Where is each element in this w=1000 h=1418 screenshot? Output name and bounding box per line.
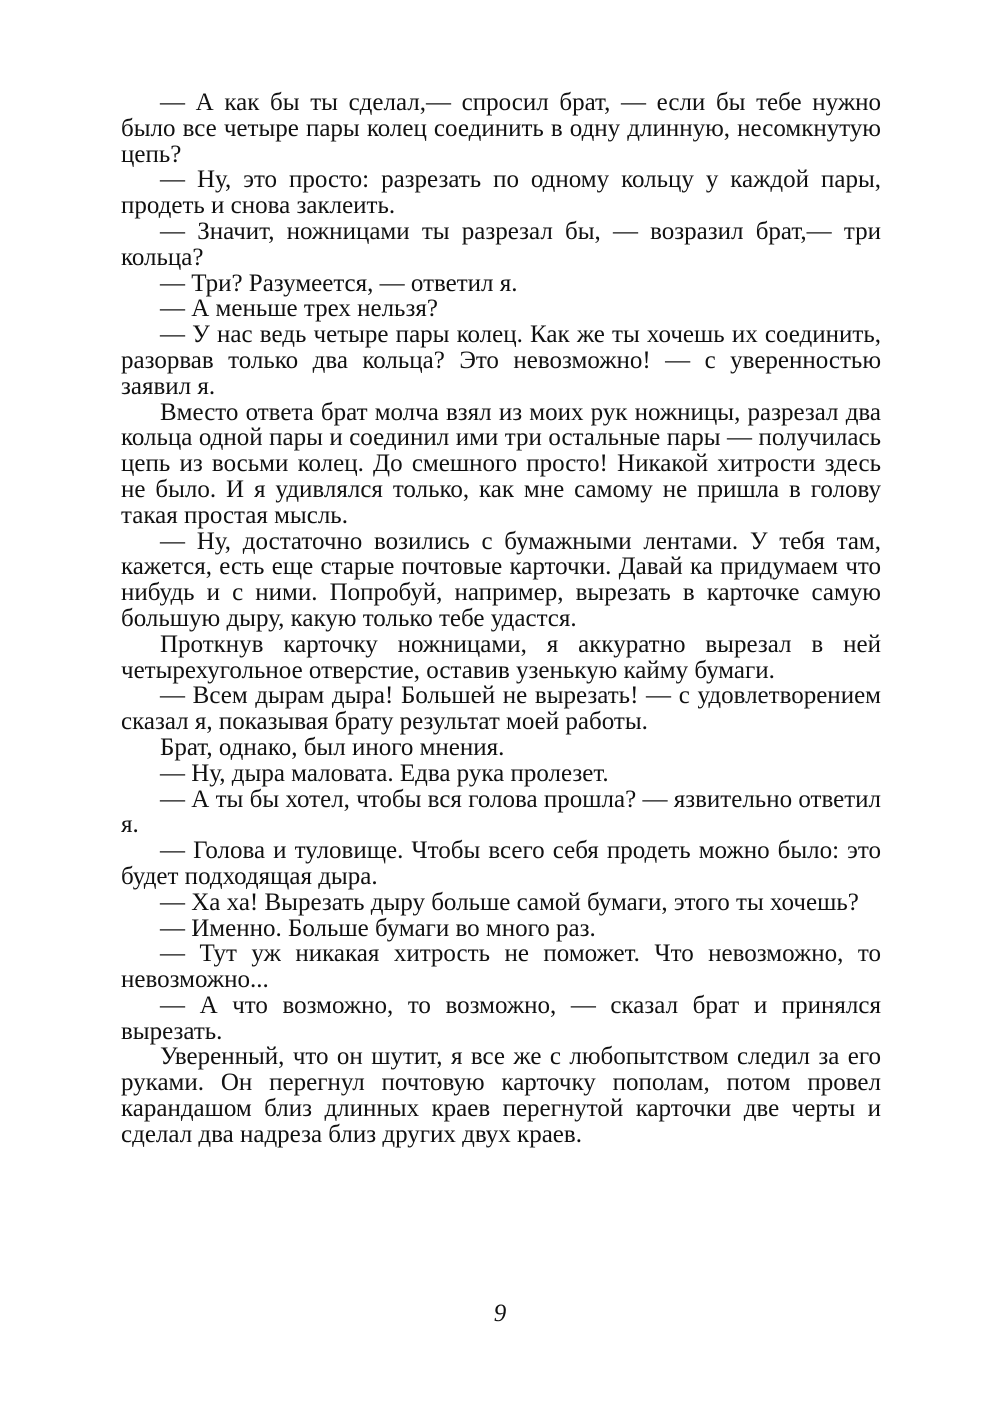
paragraph: — Ну, дыра маловата. Едва рука пролезет. <box>160 759 609 787</box>
body-text <box>121 90 881 1148</box>
paragraph: Проткнув карточку ножницами, я аккуратно вырезал в ней четырехугольное отверстие, оставив узенькую кайму бумаги. <box>121 630 881 684</box>
page-number: 9 <box>493 1300 507 1327</box>
paragraph: — Тут уж никакая хитрость не поможет. Что невозможно, то невозможно... <box>121 940 881 994</box>
paragraph: — А как бы ты сделал,— спросил брат, — если бы тебе нужно было все четыре пары колец соединить в одну длинную, несомкнутую цепь? <box>121 89 881 168</box>
paragraph: — Именно. Больше бумаги во много раз. <box>160 914 596 942</box>
paragraph: — У нас ведь четыре пары колец. Как же ты хочешь их соединить, разорвав только два кольца? Это невозможно! — с уверенностью заявил я. <box>121 321 881 400</box>
paragraph: Брат, однако, был иного мнения. <box>160 733 505 761</box>
paragraph: — Ну, достаточно возились с бумажными лентами. У тебя там, кажется, есть еще старые почтовые карточки. Давай ка придумаем что нибудь и с ними. Попробуй, например, вырезать в карточке самую большую дыру, какую только тебе удастся. <box>121 527 881 632</box>
paragraph: — Ха ха! Вырезать дыру больше самой бумаги, этого ты хочешь? <box>160 888 859 916</box>
paragraph: — А что возможно, то возможно, — сказал брат и принялся вырезать. <box>121 991 881 1045</box>
paragraph: — А меньше трех нельзя? <box>160 295 438 323</box>
paragraph: — Всем дырам дыра! Большей не вырезать! — с удовлетворением сказал я, показывая брату результат моей работы. <box>121 682 881 736</box>
paragraph: — Три? Разумеется, — ответил я. <box>160 269 518 297</box>
paragraph: Вместо ответа брат молча взял из моих рук ножницы, разрезал два кольца одной пары и соединил ими три остальные пары — получилась цепь из восьми колец. До смешного просто! Никакой хитрости здесь не было. И я удивлялся только, как мне самому не пришла в голову такая простая мысль. <box>121 398 881 529</box>
paragraph: — Ну, это просто: разрезать по одному кольцу у каждой пары, продеть и снова заклеить. <box>121 166 881 220</box>
paragraph: Уверенный, что он шутит, я все же с любопытством следил за его руками. Он перегнул почтовую карточку пополам, потом провел карандашом близ длинных краев перегнутой карточки две черты и сделал два надреза близ других двух краев. <box>121 1043 881 1148</box>
paragraph: — Значит, ножницами ты разрезал бы, — возразил брат,— три кольца? <box>121 217 881 271</box>
paragraph: — А ты бы хотел, чтобы вся голова прошла? — язвительно ответил я. <box>121 785 881 839</box>
paragraph: — Голова и туловище. Чтобы всего себя продеть можно было: это будет подходящая дыра. <box>121 837 881 890</box>
